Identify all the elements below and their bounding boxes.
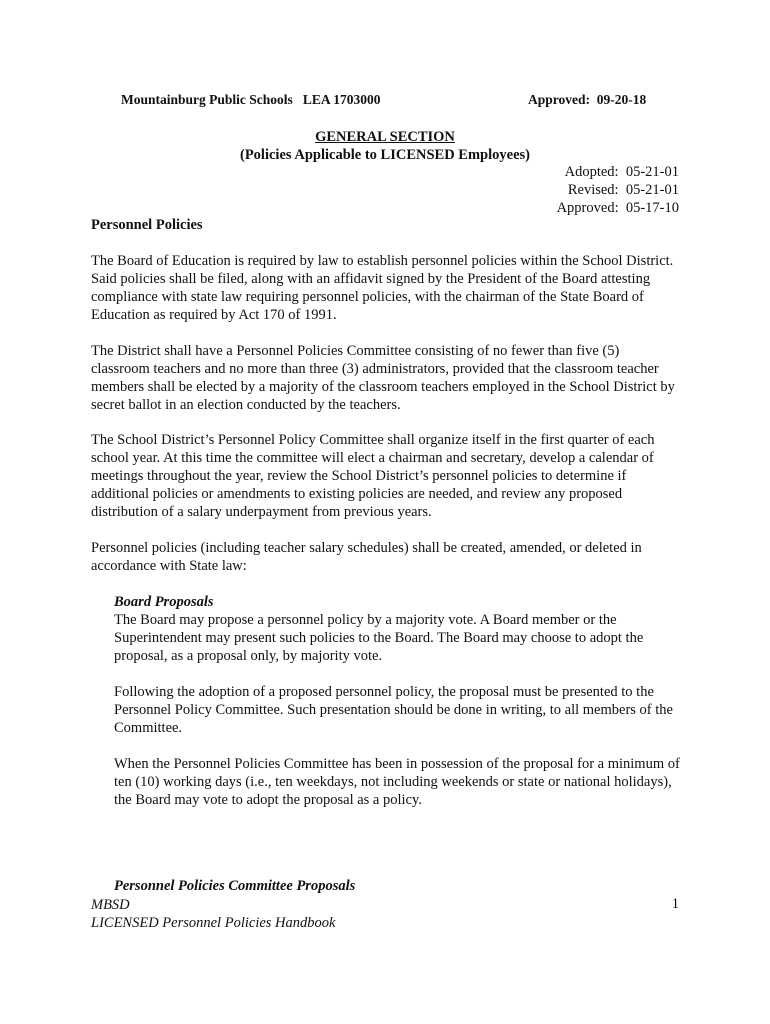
- board-proposals-paragraph-2: Following the adoption of a proposed personnel policy, the proposal must be presented to the Personnel Policy Committee. Such presentation should be done in writing, to all members of the Committee.: [114, 684, 673, 736]
- footer-line-2: LICENSED Personnel Policies Handbook: [91, 915, 336, 931]
- committee-proposals-title: Personnel Policies Committee Proposals: [114, 878, 356, 894]
- board-proposals-title: Board Proposals: [114, 594, 214, 610]
- header-district: Mountainburg Public Schools LEA 1703000: [121, 92, 381, 107]
- policy-heading: Personnel Policies: [91, 217, 203, 233]
- footer-line-1: MBSD: [91, 897, 130, 913]
- paragraph-1: The Board of Education is required by law to establish personnel policies within the School District. Said policies shall be filed, along with an affidavit signed by the President of the Board attesting compliance with state law requiring personnel policies, with the chairman of the State Board of Education as required by Act 170 of 1991.: [91, 253, 674, 323]
- section-title-block: [0, 128, 770, 164]
- revised-date: Revised: 05-21-01: [567, 182, 679, 198]
- paragraph-3: The School District’s Personnel Policy Committee shall organize itself in the first quarter of each school year. At this time the committee will elect a chairman and secretary, develop a calendar of meetings throughout the year, review the School District’s personnel policies to determine if additional policies or amendments to existing policies are needed, and review any proposed distribution of a salary underpayment from previous years.: [91, 432, 655, 520]
- section-title: GENERAL SECTION: [315, 129, 455, 145]
- section-subtitle: (Policies Applicable to LICENSED Employees): [239, 147, 530, 163]
- board-proposals-paragraph-3: When the Personnel Policies Committee has been in possession of the proposal for a minimum of ten (10) working days (i.e., ten weekdays, not including weekends or state or national holidays), the Board may vote to adopt the proposal as a policy.: [114, 756, 680, 808]
- header-approved-date: Approved: 09-20-18: [528, 92, 647, 107]
- page-number: 1: [671, 896, 679, 912]
- policy-dates: [557, 163, 679, 217]
- board-proposals-paragraph-1: The Board may propose a personnel policy by a majority vote. A Board member or the Superintendent may present such policies to the Board. The Board may choose to adopt the proposal, as a proposal only, by majority vote.: [114, 612, 644, 664]
- paragraph-4: Personnel policies (including teacher salary schedules) shall be created, amended, or deleted in accordance with State law:: [91, 540, 642, 574]
- adopted-date: Adopted: 05-21-01: [564, 164, 679, 180]
- paragraph-2: The District shall have a Personnel Policies Committee consisting of no fewer than five (5) classroom teachers and no more than three (3) administrators, provided that the classroom teacher members shall be elected by a majority of the classroom teachers employed in the School District by secret ballot in an election conducted by the teachers.: [91, 343, 675, 413]
- footer: [91, 896, 335, 932]
- approved-date: Approved: 05-17-10: [556, 200, 679, 216]
- board-proposals-block: [114, 593, 684, 665]
